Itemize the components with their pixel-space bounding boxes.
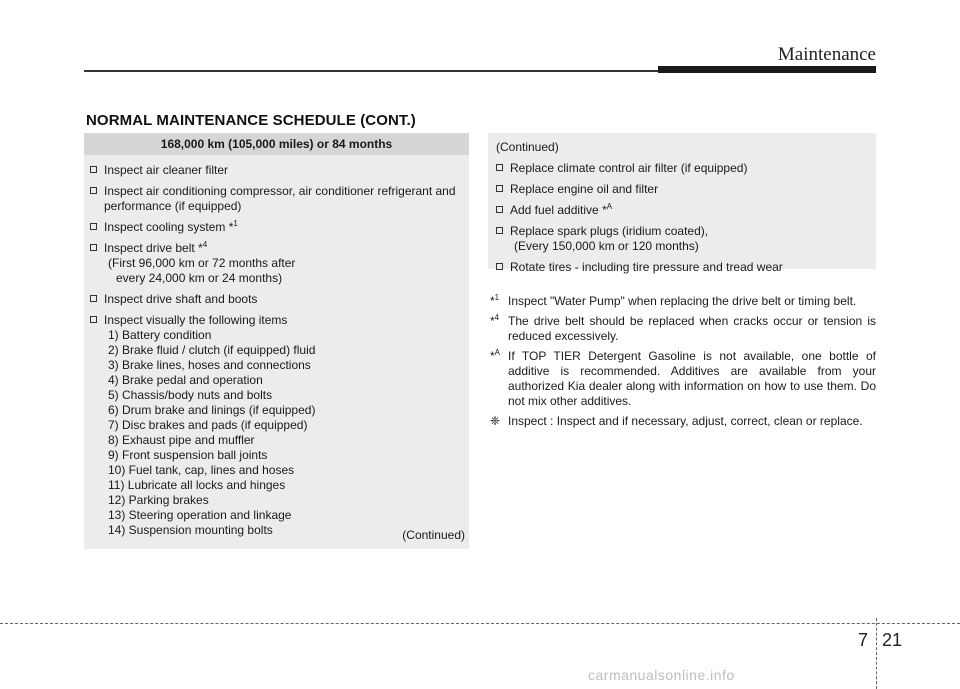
list-line: 12) Parking brakes	[108, 493, 209, 507]
list-line: 5) Chassis/body nuts and bolts	[108, 388, 273, 402]
footnote-mark: 4	[202, 240, 208, 249]
continued-label: (Continued)	[496, 140, 559, 154]
page-number: 21	[882, 630, 903, 650]
footnote-marker: *$^A$	[490, 348, 501, 363]
list-item	[90, 184, 463, 214]
item-text-cont: performance (if equipped)	[104, 199, 242, 213]
item-text: Inspect visually the following items	[104, 313, 288, 327]
list-line: 11) Lubricate all locks and hinges	[108, 478, 286, 492]
footnote-text: Inspect "Water Pump" when replacing the drive belt or timing belt.	[508, 294, 857, 308]
footnotes	[490, 294, 876, 434]
list-line: 6) Drum brake and linings (if equipped)	[108, 403, 316, 417]
item-text: Replace spark plugs (iridium coated),	[510, 224, 709, 238]
list-item	[496, 161, 868, 176]
item-text: Inspect air cleaner filter	[104, 163, 229, 177]
list-line: 10) Fuel tank, cap, lines and hoses	[108, 463, 295, 477]
item-text-cont: (First 96,000 km or 72 months after	[108, 256, 296, 270]
checkbox-icon	[496, 227, 503, 234]
list-item	[496, 260, 868, 275]
checkbox-icon	[90, 166, 97, 173]
bottom-rule	[0, 623, 960, 624]
item-text: Inspect drive belt *	[104, 241, 203, 255]
footnote-text: Inspect : Inspect and if necessary, adjust, correct, clean or replace.	[508, 414, 863, 428]
checkbox-icon	[496, 263, 503, 270]
item-text-cont: every 24,000 km or 24 months)	[116, 271, 283, 285]
footnote	[490, 414, 876, 429]
list-item	[90, 313, 463, 538]
item-text: Add fuel additive *	[510, 203, 607, 217]
checkbox-icon	[496, 185, 503, 192]
list-line: 4) Brake pedal and operation	[108, 373, 263, 387]
schedule-panel-left	[84, 133, 469, 549]
footnote-mark: 1	[233, 219, 238, 228]
item-text: Inspect air conditioning compressor, air conditioner refrigerant and	[104, 184, 456, 198]
footnote-mark: A	[606, 202, 613, 211]
list-line: 2) Brake fluid / clutch (if equipped) fluid	[108, 343, 316, 357]
item-text: Replace climate control air filter (if equipped)	[510, 161, 748, 175]
checkbox-icon	[90, 223, 97, 230]
footnote	[490, 294, 876, 309]
header-rule	[84, 70, 658, 72]
list-line: 1) Battery condition	[108, 328, 212, 342]
list-item	[496, 203, 868, 218]
footnote	[490, 314, 876, 344]
checkbox-icon	[496, 206, 503, 213]
checkbox-icon	[90, 244, 97, 251]
list-line: 7) Disc brakes and pads (if equipped)	[108, 418, 308, 432]
list-line: 9) Front suspension ball joints	[108, 448, 268, 462]
footnote-marker: *$^4$	[490, 313, 500, 328]
item-text-cont: (Every 150,000 km or 120 months)	[514, 239, 699, 253]
item-text: Inspect cooling system *	[104, 220, 234, 234]
item-text: Inspect drive shaft and boots	[104, 292, 258, 306]
checkbox-icon	[496, 164, 503, 171]
checkbox-icon	[90, 187, 97, 194]
page-divider	[876, 618, 877, 689]
inspect-symbol-icon: ❈	[490, 414, 501, 428]
chapter-number: 7	[858, 630, 869, 650]
footnote	[490, 349, 876, 409]
list-line: 14) Suspension mounting bolts	[108, 523, 273, 537]
list-item	[90, 292, 463, 307]
list-line: 13) Steering operation and linkage	[108, 508, 292, 522]
header-bar	[658, 66, 876, 73]
section-title: NORMAL MAINTENANCE SCHEDULE (CONT.)	[86, 112, 416, 129]
item-text: Replace engine oil and filter	[510, 182, 659, 196]
list-line: 8) Exhaust pipe and muffler	[108, 433, 255, 447]
visual-inspection-list	[104, 328, 463, 538]
list-item	[90, 220, 463, 235]
continued-label: (Continued)	[402, 528, 465, 542]
checkbox-icon	[90, 316, 97, 323]
list-item	[90, 241, 463, 286]
footnote-text: If TOP TIER Detergent Gasoline is not available, one bottle of additive is recommended. Additives are available from your authorized Kia dealer along with information on how to use them. Do not mix other additives.	[508, 349, 876, 408]
footnote-text: The drive belt should be replaced when cracks occur or tension is reduced excessively.	[508, 314, 876, 343]
list-item	[90, 163, 463, 178]
footnote-marker: *$^1$	[490, 293, 500, 308]
list-item	[496, 224, 868, 254]
header-title: Maintenance	[777, 44, 876, 65]
list-line: 3) Brake lines, hoses and connections	[108, 358, 311, 372]
interval-band: 168,000 km (105,000 miles) or 84 months	[84, 133, 469, 155]
watermark: carmanualsonline.info	[588, 667, 735, 683]
list-item	[496, 182, 868, 197]
checkbox-icon	[90, 295, 97, 302]
item-text: Rotate tires - including tire pressure and tread wear	[510, 260, 783, 274]
schedule-panel-right	[488, 133, 876, 274]
